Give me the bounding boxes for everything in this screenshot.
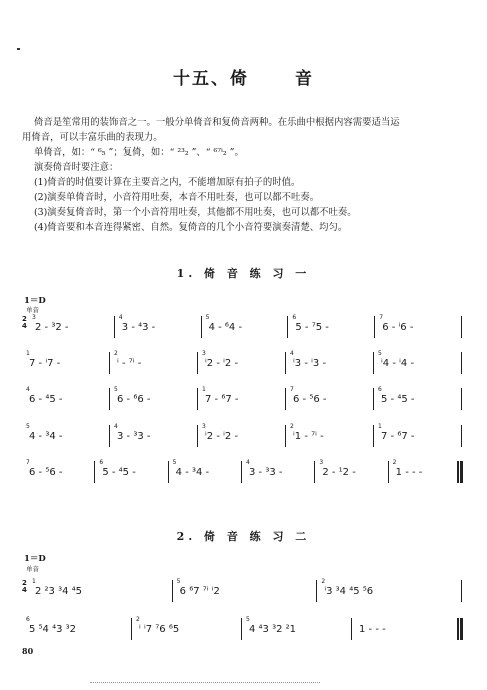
grace-note: 2: [290, 423, 294, 430]
barline: [374, 316, 375, 338]
grace-note: 4: [118, 314, 123, 321]
measure-notes: 6 - ⁴5 -: [29, 394, 63, 405]
measure-notes: 4 - ³4 -: [175, 467, 210, 478]
measure-notes: 5 ⁵4 ⁴3 ³2: [29, 624, 77, 635]
time-signature-top: 2: [22, 579, 27, 587]
barline: [241, 461, 242, 483]
measure-notes: ⁱ3 ³4 ⁴5 ⁵6: [324, 586, 374, 597]
measure-notes: 1 - - -: [395, 467, 423, 478]
measure-notes: 6 - ⁱ6 -: [382, 322, 414, 333]
barline: [172, 580, 173, 602]
barline: [109, 425, 110, 447]
measure-notes: 2 - ¹2 -: [322, 467, 356, 478]
measure-notes: 2 - ³2 -: [35, 322, 69, 333]
exercise2-kind: 单音: [26, 565, 39, 573]
notation-row: [22, 423, 462, 449]
grace-note: 4: [246, 459, 250, 466]
page-title: [0, 64, 487, 89]
grace-note: 2: [321, 578, 326, 585]
barline: [241, 618, 242, 640]
intro-line: (3)演奏复倚音时，第一个小音符用吐奏，其他都不用吐奏，也可以都不吐奏。: [34, 207, 357, 218]
grace-note: 3: [32, 314, 36, 321]
final-barline-thick: [460, 618, 463, 640]
measure-notes: 4 ⁴3 ³2 ²1: [249, 624, 297, 635]
grace-note: 2: [392, 459, 397, 466]
barline: [461, 316, 462, 338]
notation-row: [22, 386, 462, 412]
grace-note: 7: [26, 459, 30, 466]
notation-row: [22, 314, 462, 340]
grace-note: 3: [202, 423, 206, 430]
title-suffix: 音: [295, 69, 314, 89]
barline: [316, 580, 317, 602]
footer-rule: [90, 682, 320, 684]
grace-note: 6: [292, 314, 297, 321]
time-signature-top: 2: [22, 315, 27, 323]
grace-note: 1: [378, 423, 382, 430]
grace-note: 6: [99, 459, 104, 466]
measure-notes: ⁱ2 - ⁱ2 -: [205, 358, 239, 369]
notation-row: [22, 459, 462, 485]
notation-row: [22, 578, 462, 604]
measure-notes: 1 - - -: [359, 624, 386, 635]
measure-notes: 6 - ⁵6 -: [293, 394, 327, 405]
measure-notes: ⁱ - ⁷ⁱ -: [117, 358, 142, 369]
measure-notes: ⁱ ⁱ7 ⁷6 ⁶5: [139, 624, 180, 635]
exercise2-heading: 2. 倚 音 练 习 二: [176, 530, 311, 543]
exercise1-heading: 1. 倚 音 练 习 一: [176, 267, 311, 280]
grace-note: 3: [202, 350, 206, 357]
barline: [388, 461, 389, 483]
measure-notes: 7 - ⁱ7 -: [29, 358, 61, 369]
intro-line: 用倚音，可以丰富乐曲的表现力。: [22, 132, 163, 143]
barline: [461, 580, 462, 602]
barline: [285, 425, 286, 447]
time-signature-bottom: 4: [22, 322, 27, 330]
measure-notes: 7 - ⁶7 -: [381, 431, 415, 442]
barline: [373, 388, 374, 410]
intro-line: 演奏倚音时要注意：: [34, 162, 119, 173]
notation-row: [22, 350, 462, 376]
grace-note: 4: [26, 386, 30, 393]
barline: [461, 388, 462, 410]
barline: [285, 388, 286, 410]
grace-note: 6: [26, 616, 30, 623]
grace-note: 5: [172, 459, 177, 466]
measure-notes: 3 - ⁴3 -: [121, 322, 156, 333]
grace-note: 5: [114, 386, 118, 393]
barline: [197, 388, 198, 410]
grace-note: 1: [202, 386, 206, 393]
intro-line: 倚音是笙常用的装饰音之一。一般分单倚音和复倚音两种。在乐曲中根据内容需要适当运: [34, 117, 400, 128]
intro-line: 单倚音，如：“ ⁶₅ ”；复倚，如：“ ²³₂ ”、“ ⁶⁷ⁱ₂ ”。: [34, 147, 244, 158]
barline: [168, 461, 169, 483]
measure-notes: 2 ²3 ³4 ⁴5: [35, 586, 83, 597]
measure-notes: ⁱ4 - ⁱ4 -: [381, 358, 415, 369]
barline: [201, 316, 202, 338]
intro-paragraph: [22, 115, 462, 235]
grace-note: 5: [176, 578, 181, 585]
exercise2-key: 1＝D: [24, 554, 46, 564]
time-signature-bottom: 4: [22, 586, 27, 594]
grace-note: 1: [26, 350, 30, 357]
measure-notes: 5 - ⁴5 -: [381, 394, 415, 405]
measure-notes: ⁱ2 - ⁱ2 -: [205, 431, 239, 442]
barline: [287, 316, 288, 338]
grace-note: 5: [246, 616, 250, 623]
measure-notes: ⁱ1 - ⁷ⁱ -: [293, 431, 324, 442]
grace-note: 5: [205, 314, 210, 321]
barline: [373, 425, 374, 447]
barline: [461, 352, 462, 374]
grace-note: 2: [136, 616, 140, 623]
barline: [114, 316, 115, 338]
final-barline-thick: [460, 461, 463, 483]
measure-notes: ⁱ3 - ⁱ3 -: [293, 358, 327, 369]
measure-notes: 5 - ⁷5 -: [295, 322, 329, 333]
barline: [351, 618, 352, 640]
barline: [285, 352, 286, 374]
grace-note: 5: [378, 350, 382, 357]
grace-note: 4: [114, 423, 118, 430]
intro-line: (1)倚音的时值要计算在主要音之内，不能增加原有拍子的时值。: [34, 177, 301, 188]
grace-note: 4: [290, 350, 294, 357]
page-number: 80: [22, 646, 34, 656]
measure-notes: 3 - ³3 -: [249, 467, 283, 478]
notation-row: [22, 616, 462, 642]
grace-note: 2: [114, 350, 118, 357]
measure-notes: 7 - ⁶7 -: [205, 394, 239, 405]
time-signature: [22, 316, 27, 330]
exercise1-key: 1＝D: [24, 296, 46, 306]
grace-note: 6: [378, 386, 382, 393]
intro-line: (4)倚音要和本音连得紧密、自然。复倚音的几个小音符要演奏清楚、均匀。: [34, 222, 348, 233]
barline: [197, 352, 198, 374]
final-barline: [457, 618, 459, 640]
grace-note: 7: [290, 386, 294, 393]
barline: [109, 352, 110, 374]
time-signature: [22, 580, 27, 594]
barline: [94, 461, 95, 483]
barline: [373, 352, 374, 374]
measure-notes: 4 - ⁶4 -: [208, 322, 243, 333]
intro-line: (2)演奏单倚音时，小音符用吐奏，本音不用吐奏，也可以都不吐奏。: [34, 192, 320, 203]
corner-mark: [17, 48, 20, 50]
grace-note: 5: [26, 423, 30, 430]
final-barline: [457, 461, 459, 483]
measure-notes: 6 - ⁶6 -: [117, 394, 151, 405]
barline: [461, 425, 462, 447]
barline: [197, 425, 198, 447]
barline: [131, 618, 132, 640]
measure-notes: 4 - ³4 -: [29, 431, 63, 442]
exercise1-kind: 单音: [26, 306, 39, 314]
barline: [314, 461, 315, 483]
title-main: 十五、倚: [173, 69, 249, 89]
measure-notes: 6 - ⁵6 -: [29, 467, 63, 478]
measure-notes: 6 ⁶7 ⁷ⁱ ⁱ2: [179, 586, 220, 597]
grace-note: 3: [319, 459, 324, 466]
measure-notes: 3 - ³3 -: [117, 431, 151, 442]
measure-notes: 5 - ⁴5 -: [102, 467, 136, 478]
grace-note: 7: [379, 314, 384, 321]
barline: [109, 388, 110, 410]
grace-note: 1: [32, 578, 36, 585]
